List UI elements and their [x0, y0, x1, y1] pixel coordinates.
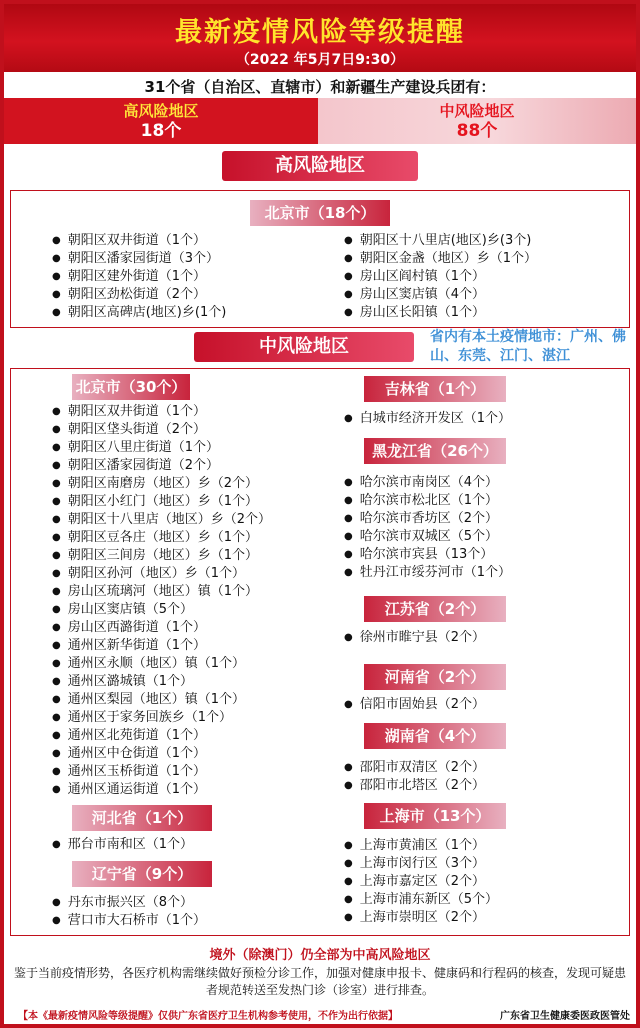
list-item: ● 朝阳区十八里店(地区)乡(3个) — [344, 232, 537, 250]
high-risk-list-right — [344, 232, 537, 322]
list-item: ● 房山区窦店镇（5个） — [52, 601, 271, 619]
list-item: ● 哈尔滨市宾县（13个） — [344, 546, 511, 564]
list-item: ● 朝阳区双井街道（1个） — [52, 232, 226, 250]
list-item: ● 邵阳市北塔区（2个） — [344, 777, 485, 795]
mid-risk-list-heilongjiang — [344, 474, 511, 582]
list-item: ● 邵阳市双清区（2个） — [344, 759, 485, 777]
list-item: ● 通州区通运街道（1个） — [52, 781, 271, 799]
list-item: ● 哈尔滨市双城区（5个） — [344, 528, 511, 546]
list-item: ● 哈尔滨市香坊区（2个） — [344, 510, 511, 528]
list-item: ● 朝阳区十八里店（地区）乡（2个） — [52, 511, 271, 529]
list-item: ● 朝阳区八里庄街道（1个） — [52, 439, 271, 457]
mid-risk-list-hebei — [52, 836, 193, 854]
mid-risk-section-title: 中风险地区 — [194, 332, 414, 362]
mid-risk-city-heilongjiang: 黑龙江省（26个） — [364, 438, 506, 464]
high-risk-list-left — [52, 232, 226, 322]
mid-risk-summary-label: 中风险地区 — [439, 102, 515, 120]
list-item: ● 通州区永顺（地区）镇（1个） — [52, 655, 271, 673]
footer-advisory: 鉴于当前疫情形势，各医疗机构需继续做好预检分诊工作，加强对健康申报卡、健康码和行程码的核查，发现可疑患者规范转送至发热门诊（诊室）进行排查。 — [13, 966, 626, 997]
list-item: ● 朝阳区孙河（地区）乡（1个） — [52, 565, 271, 583]
list-item: ● 朝阳区小红门（地区）乡（1个） — [52, 493, 271, 511]
list-item: ● 朝阳区三间房（地区）乡（1个） — [52, 547, 271, 565]
list-item: ● 上海市崇明区（2个） — [344, 909, 498, 927]
list-item: ● 营口市大石桥市（1个） — [52, 912, 206, 930]
report-date: （2022 年5月7日9:30） — [235, 52, 405, 68]
scope-subtitle: 31个省（自治区、直辖市）和新疆生产建设兵团有： — [144, 78, 496, 96]
list-item: ● 邢台市南和区（1个） — [52, 836, 193, 854]
mid-risk-city-hunan: 湖南省（4个） — [364, 723, 506, 749]
list-item: ● 丹东市振兴区（8个） — [52, 894, 206, 912]
list-item: ● 哈尔滨市南岗区（4个） — [344, 474, 511, 492]
high-risk-section-title: 高风险地区 — [222, 151, 418, 181]
mid-risk-list-liaoning — [52, 894, 206, 930]
mid-risk-city-henan: 河南省（2个） — [364, 664, 506, 690]
list-item: ● 朝阳区建外街道（1个） — [52, 268, 226, 286]
list-item: ● 房山区琉璃河（地区）镇（1个） — [52, 583, 271, 601]
usage-disclaimer: 【本《最新疫情风险等级提醒》仅供广东省医疗卫生机构参考使用，不作为出行依据】 — [18, 1011, 398, 1022]
list-item: ● 通州区中仓街道（1个） — [52, 745, 271, 763]
mid-risk-summary-count: 88个 — [456, 121, 498, 141]
high-risk-summary-label: 高风险地区 — [123, 102, 199, 120]
list-item: ● 朝阳区垡头街道（2个） — [52, 421, 271, 439]
local-outbreak-note: 省内有本土疫情地市：广州、佛山、东莞、江门、湛江 — [430, 329, 626, 364]
list-item: ● 房山区西潞街道（1个） — [52, 619, 271, 637]
list-item: ● 朝阳区潘家园街道（3个） — [52, 250, 226, 268]
list-item: ● 朝阳区劲松街道（2个） — [52, 286, 226, 304]
mid-risk-city-jilin: 吉林省（1个） — [364, 376, 506, 402]
mid-risk-city-liaoning: 辽宁省（9个） — [72, 861, 212, 887]
mid-risk-list-hunan — [344, 759, 485, 795]
list-item: ● 牡丹江市绥芬河市（1个） — [344, 564, 511, 582]
list-item: ● 通州区玉桥街道（1个） — [52, 763, 271, 781]
list-item: ● 朝阳区金盏（地区）乡（1个） — [344, 250, 537, 268]
abroad-notice: 境外（除澳门）仍全部为中高风险地区 — [209, 948, 431, 963]
list-item: ● 通州区北苑街道（1个） — [52, 727, 271, 745]
mid-risk-city-shanghai: 上海市（13个） — [364, 803, 506, 829]
mid-risk-city-hebei: 河北省（1个） — [72, 805, 212, 831]
header-banner — [4, 4, 636, 72]
list-item: ● 朝阳区高碑店(地区)乡(1个) — [52, 304, 226, 322]
high-risk-summary — [4, 98, 318, 144]
list-item: ● 通州区新华街道（1个） — [52, 637, 271, 655]
mid-risk-city-jiangsu: 江苏省（2个） — [364, 596, 506, 622]
list-item: ● 信阳市固始县（2个） — [344, 696, 485, 714]
list-item: ● 上海市嘉定区（2个） — [344, 873, 498, 891]
mid-risk-list-jiangsu — [344, 629, 485, 647]
mid-risk-list-beijing — [52, 403, 271, 799]
list-item: ● 朝阳区南磨房（地区）乡（2个） — [52, 475, 271, 493]
list-item: ● 朝阳区潘家园街道（2个） — [52, 457, 271, 475]
list-item: ● 朝阳区双井街道（1个） — [52, 403, 271, 421]
list-item: ● 白城市经济开发区（1个） — [344, 410, 511, 428]
list-item: ● 房山区阎村镇（1个） — [344, 268, 537, 286]
mid-risk-city-beijing: 北京市（30个） — [72, 374, 190, 400]
mid-risk-list-henan — [344, 696, 485, 714]
list-item: ● 上海市黄浦区（1个） — [344, 837, 498, 855]
list-item: ● 上海市闵行区（3个） — [344, 855, 498, 873]
high-risk-city-beijing: 北京市（18个） — [250, 200, 390, 226]
list-item: ● 房山区窦店镇（4个） — [344, 286, 537, 304]
mid-risk-list-jilin — [344, 410, 511, 428]
issuer-name: 广东省卫生健康委医政医管处 — [500, 1011, 630, 1022]
list-item: ● 房山区长阳镇（1个） — [344, 304, 537, 322]
list-item: ● 哈尔滨市松北区（1个） — [344, 492, 511, 510]
list-item: ● 通州区潞城镇（1个） — [52, 673, 271, 691]
list-item: ● 朝阳区豆各庄（地区）乡（1个） — [52, 529, 271, 547]
list-item: ● 徐州市睢宁县（2个） — [344, 629, 485, 647]
poster — [4, 4, 636, 1024]
page-title: 最新疫情风险等级提醒 — [175, 17, 465, 48]
mid-risk-list-shanghai — [344, 837, 498, 927]
high-risk-summary-count: 18个 — [140, 121, 182, 141]
list-item: ● 上海市浦东新区（5个） — [344, 891, 498, 909]
list-item: ● 通州区于家务回族乡（1个） — [52, 709, 271, 727]
list-item: ● 通州区梨园（地区）镇（1个） — [52, 691, 271, 709]
mid-risk-summary — [318, 98, 636, 144]
